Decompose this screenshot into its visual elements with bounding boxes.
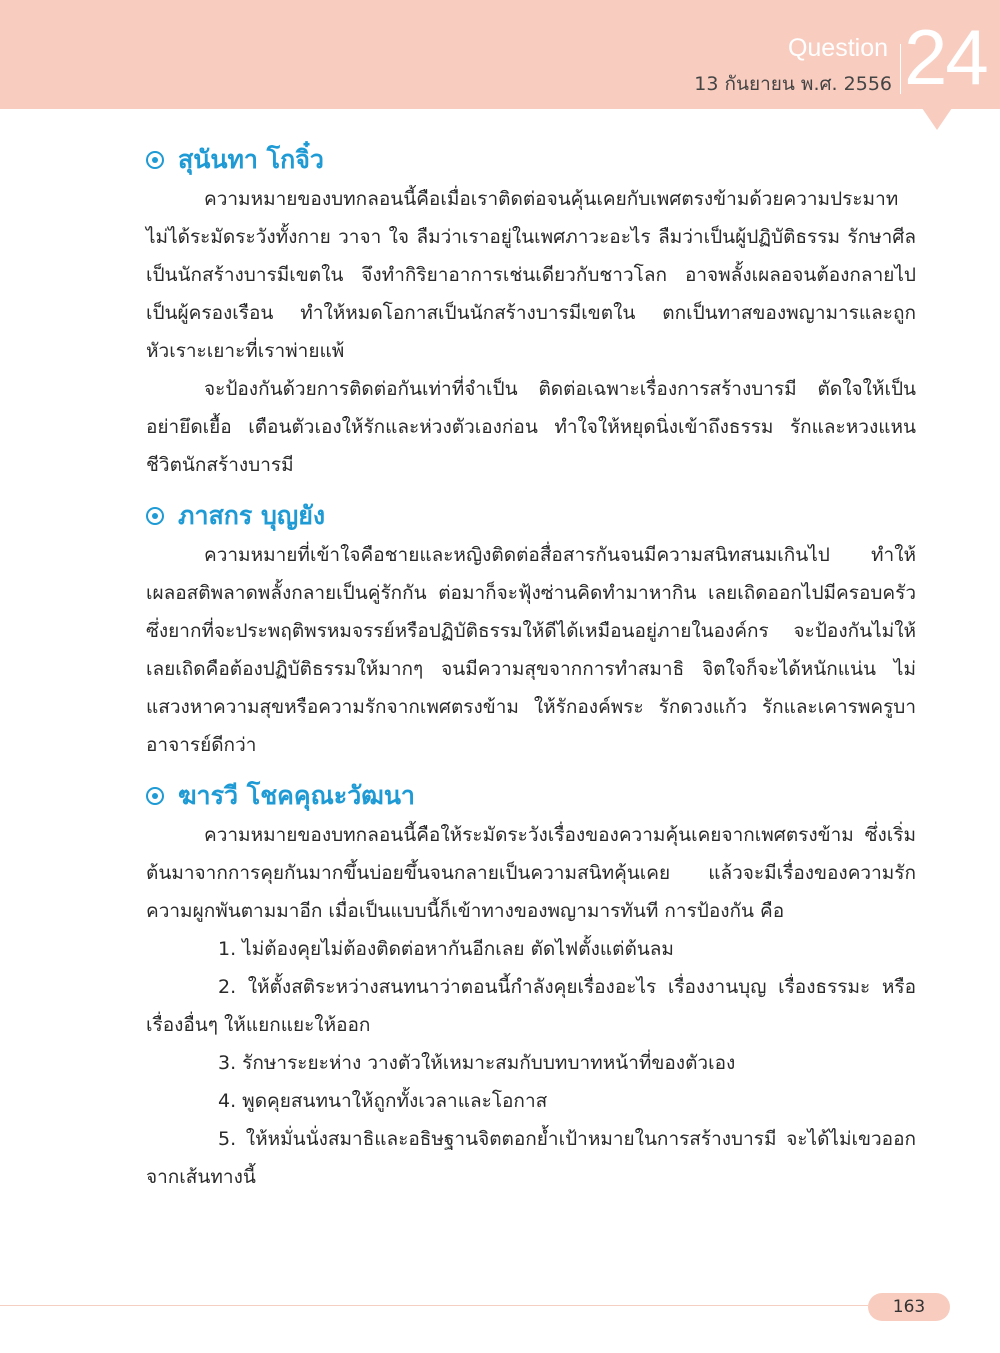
section-heading-text: ฆารวี โชคคุณะวัฒนา: [178, 781, 415, 810]
article-body: [146, 140, 916, 1196]
list-item: 1. ไม่ต้องคุยไม่ต้องติดต่อหากันอีกเลย ตัดไฟตั้งแต่ต้นลม: [218, 938, 674, 960]
question-label: Question: [787, 34, 888, 62]
footer-rule: [0, 1305, 868, 1306]
section-heading: [146, 496, 916, 536]
section-heading-text: สุนันทา โกจิ๋ว: [178, 145, 324, 174]
header-divider: [900, 44, 901, 94]
paragraph: ความหมายที่เข้าใจคือชายและหญิงติดต่อสื่อสารกันจนมีความสนิทสนมเกินไป ทำให้เผลอสติพลาดพลั้งกลายเป็นคู่รักกัน ต่อมาก็จะฟุ้งซ่านคิดทำมาหากิน เลยเถิดออกไปมีครอบครัว ซึ่งยากที่จะประพฤติพรหมจรรย์หรือปฏิบัติธรรมให้ดีได้เหมือนอยู่ภายในองค์กร จะป้องกันไม่ให้เลยเถิดคือต้องปฏิบัติธรรมให้มากๆ จนมีความสุขจากการทำสมาธิ จิตใจก็จะได้หนักแน่น ไม่แสวงหาความสุขหรือความรักจากเพศตรงข้าม ให้รักองค์พระ รักดวงแก้ว รักและเคารพครูบาอาจารย์ดีกว่า: [146, 544, 916, 756]
section-phasakorn: [146, 496, 916, 764]
paragraph: ความหมายของบทกลอนนี้คือให้ระมัดระวังเรื่องของความคุ้นเคยจากเพศตรงข้าม ซึ่งเริ่มต้นมาจากการคุยกันมากขึ้นบ่อยขึ้นจนกลายเป็นความสนิทคุ้นเคย แล้วจะมีเรื่องของความรักความผูกพันตามมาอีก เมื่อเป็นแบบนี้ก็เข้าทางของพญามารทันที การป้องกัน คือ: [146, 824, 916, 922]
paragraph: ความหมายของบทกลอนนี้คือเมื่อเราติดต่อจนคุ้นเคยกับเพศตรงข้ามด้วยความประมาท ไม่ได้ระมัดระวังทั้งกาย วาจา ใจ ลืมว่าเราอยู่ในเพศภาวะอะไร ลืมว่าเป็นผู้ปฏิบัติธรรม รักษาศีล เป็นนักสร้างบารมีเขตใน จึงทำกิริยาอาการเช่นเดียวกับชาวโลก อาจพลั้งเผลอจนต้องกลายไปเป็นผู้ครองเรือน ทำให้หมดโอกาสเป็นนักสร้างบารมีเขตใน ตกเป็นทาสของพญามารและถูกหัวเราะเยาะที่เราพ่ายแพ้: [146, 188, 916, 362]
list-item: 2. ให้ตั้งสติระหว่างสนทนาว่าตอนนี้กำลังคุยเรื่องอะไร เรื่องงานบุญ เรื่องธรรมะ หรือเรื่องอื่นๆ ให้แยกแยะให้ออก: [146, 976, 916, 1036]
section-sunanta: [146, 140, 916, 484]
page-number: 163: [868, 1293, 950, 1321]
question-date: 13 กันยายน พ.ศ. 2556: [694, 73, 892, 95]
section-heading-text: ภาสกร บุญยัง: [178, 501, 326, 530]
bullet-circle-icon: [146, 787, 164, 805]
list-item: 3. รักษาระยะห่าง วางตัวให้เหมาะสมกับบทบาทหน้าที่ของตัวเอง: [218, 1052, 736, 1074]
section-kharawi: [146, 776, 916, 1196]
paragraph: จะป้องกันด้วยการติดต่อกันเท่าที่จำเป็น ติดต่อเฉพาะเรื่องการสร้างบารมี ตัดใจให้เป็น อย่ายึดเยื้อ เตือนตัวเองให้รักและห่วงตัวเองก่อน ทำใจให้หยุดนิ่งเข้าถึงธรรม รักและหวงแหนชีวิตนักสร้างบารมี: [146, 378, 916, 476]
section-heading: [146, 140, 916, 180]
section-heading: [146, 776, 916, 816]
list-item: 5. ให้หมั่นนั่งสมาธิและอธิษฐานจิตตอกย้ำเป้าหมายในการสร้างบารมี จะได้ไม่เขวออกจากเส้นทางนี้: [146, 1128, 916, 1188]
bullet-circle-icon: [146, 151, 164, 169]
list-item: 4. พูดคุยสนทนาให้ถูกทั้งเวลาและโอกาส: [218, 1090, 548, 1112]
question-number: 24: [904, 13, 987, 101]
bullet-circle-icon: [146, 507, 164, 525]
header-pointer: [922, 108, 952, 130]
